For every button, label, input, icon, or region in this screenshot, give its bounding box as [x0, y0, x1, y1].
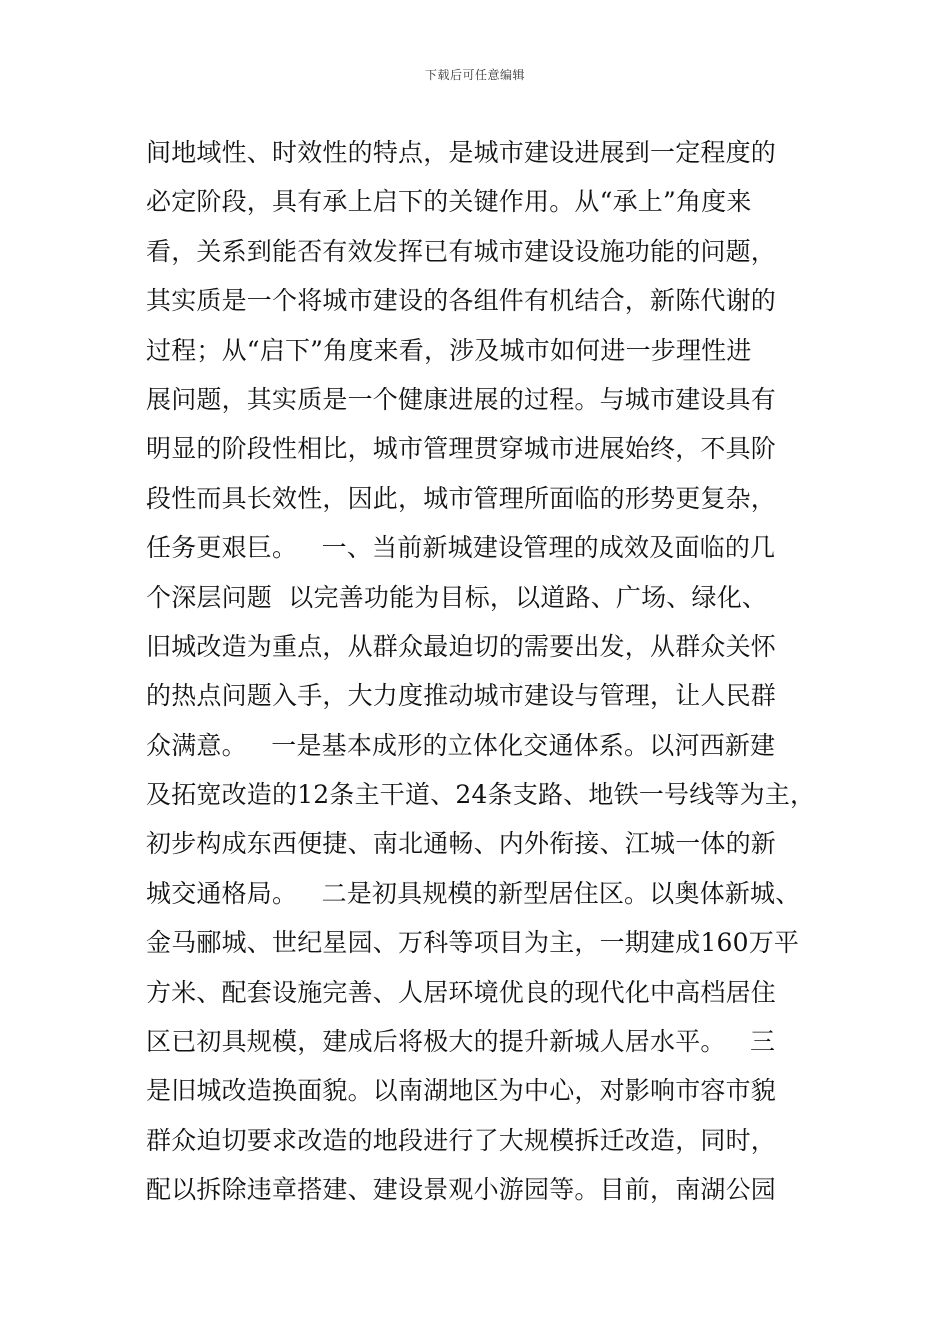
text-line: 其实质是一个将城市建设的各组件有机结合，新陈代谢的: [146, 286, 777, 316]
text-line: 是旧城改造换面貌。以南湖地区为中心，对影响市容市貌: [146, 1076, 777, 1106]
document-body: [146, 128, 836, 1215]
text-line: 众满意。 一是基本成形的立体化交通体系。以河西新建: [146, 730, 776, 760]
text-line: 间地域性、时效性的特点，是城市建设进展到一定程度的: [146, 138, 777, 167]
text-line: 段性而具长效性，因此，城市管理所面临的形势更复杂，: [146, 483, 777, 513]
text-line: 个深层问题 以完善功能为目标，以道路、广场、绿化、: [146, 582, 768, 612]
page-header: 下载后可任意编辑: [424, 68, 525, 82]
text-line: 必定阶段，具有承上启下的关键作用。从“承上”角度来: [146, 187, 752, 217]
text-line: 看，关系到能否有效发挥已有城市建设设施功能的问题，: [146, 236, 777, 266]
text-line: 任务更艰巨。 一、当前新城建设管理的成效及面临的几: [146, 533, 776, 563]
text-line: 方米、配套设施完善、人居环境优良的现代化中高档居住: [146, 977, 777, 1007]
text-line: 区已初具规模，建成后将极大的提升新城人居水平。 三: [146, 1027, 776, 1057]
text-line: 的热点问题入手，大力度推动城市建设与管理，让人民群: [146, 681, 777, 711]
text-line: 群众迫切要求改造的地段进行了大规模拆迁改造，同时，: [146, 1125, 777, 1155]
text-line: 明显的阶段性相比，城市管理贯穿城市进展始终，不具阶: [146, 434, 777, 464]
text-line: 旧城改造为重点，从群众最迫切的需要出发，从群众关怀: [146, 631, 777, 661]
text-line: 及拓宽改造的12条主干道、24条支路、地铁一号线等为主，: [146, 780, 816, 810]
text-line: 过程；从“启下”角度来看，涉及城市如何进一步理性进: [146, 335, 752, 365]
text-line: 金马郦城、世纪星园、万科等项目为主，一期建成160万平: [146, 928, 800, 958]
text-line: 城交通格局。 二是初具规模的新型居住区。以奥体新城、: [146, 878, 801, 908]
text-line: 初步构成东西便捷、南北通畅、内外衔接、江城一体的新: [146, 829, 777, 859]
text-line: 展问题，其实质是一个健康进展的过程。与城市建设具有: [146, 384, 777, 414]
text-line: 配以拆除违章搭建、建设景观小游园等。目前，南湖公园: [146, 1175, 777, 1205]
